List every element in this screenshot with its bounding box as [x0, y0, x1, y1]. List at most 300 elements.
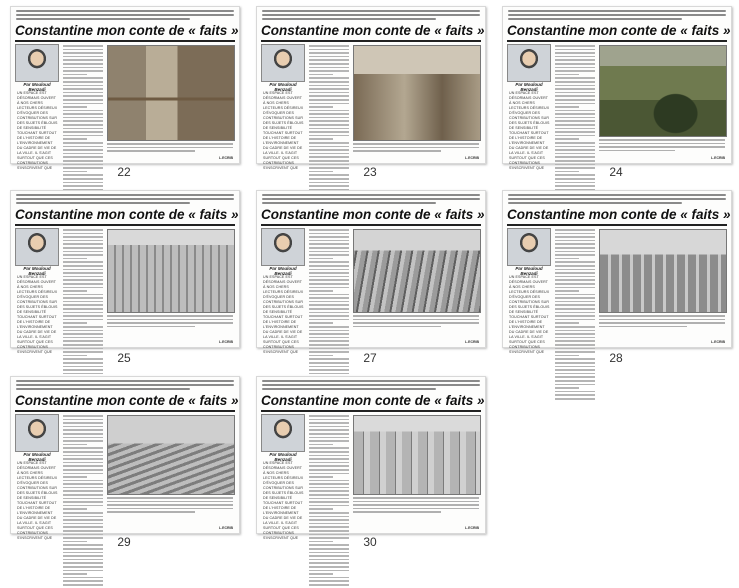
page-footer: L.ECRIB: [711, 340, 725, 344]
text-line: [555, 301, 595, 303]
text-line: [555, 366, 595, 368]
page-thumbnail[interactable]: [502, 190, 732, 354]
text-line: [309, 279, 349, 281]
text-line: [63, 106, 87, 108]
article-title: Constantine mon conte de « faits »: [507, 207, 731, 222]
text-line: [309, 99, 349, 101]
text-line: [309, 287, 349, 289]
text-line: [63, 279, 103, 281]
text-line: [63, 67, 103, 69]
text-line: [555, 319, 595, 321]
author-portrait: [261, 414, 305, 452]
text-line: [63, 276, 103, 278]
text-line: [555, 326, 595, 328]
text-line: [309, 473, 349, 475]
title-rule: [261, 410, 481, 412]
text-column: [309, 415, 349, 588]
text-line: [555, 52, 595, 54]
text-line: [63, 138, 87, 140]
page-number: 23: [363, 165, 377, 179]
text-line: [309, 337, 349, 339]
text-line: [555, 272, 595, 274]
intro-text: [262, 380, 480, 393]
text-line: [555, 308, 595, 310]
page-thumbnail[interactable]: [10, 6, 240, 170]
text-line: [63, 501, 103, 503]
text-line: [63, 283, 103, 285]
photo-caption: [107, 143, 233, 154]
text-line: [63, 110, 103, 112]
text-line: [309, 149, 349, 151]
text-line: [63, 85, 103, 87]
text-line: [63, 373, 103, 375]
photo-caption: [107, 315, 233, 329]
text-line: [63, 494, 103, 496]
text-line: [63, 265, 103, 267]
article-title: Constantine mon conte de « faits »: [507, 23, 731, 38]
page-thumbnail[interactable]: [502, 6, 732, 170]
text-line: [63, 272, 103, 274]
page-footer: L.ECRIB: [465, 340, 479, 344]
text-line: [63, 330, 103, 332]
text-line: [309, 95, 349, 97]
text-line: [309, 555, 349, 557]
text-line: [555, 258, 579, 260]
pull-quote: UN ESPACE EST DÉSORMAIS OUVERT À NOS CHERS LECTEURS DÉSIREUX D'ÉVOQUER DES CONTRIBUTIONS SUR DES SUJETS ÉBLOUIS DE SENSIBILITÉ TOUCHANT SURTOUT DE L'HISTOIRE DE L'ENVIRONNEMENT DU CADRE DE VIE DE LA VILLE. IL S'AGIT SURTOUT QUE CES CONTRIBUTIONS S'INSCRIVENT QUE: [17, 275, 58, 354]
text-line: [309, 229, 349, 231]
author-byline: Par Mouloud Benzadi: [269, 82, 297, 92]
text-line: [63, 483, 103, 485]
text-line: [555, 376, 595, 378]
text-line: [309, 70, 349, 72]
text-line: [309, 74, 333, 76]
text-line: [309, 103, 349, 105]
text-line: [63, 552, 103, 554]
article-photo: [353, 229, 481, 313]
author-byline: Par Mouloud Benzadi: [23, 82, 51, 92]
article-title: Constantine mon conte de « faits »: [261, 393, 485, 408]
text-line: [555, 294, 595, 296]
text-line: [309, 584, 349, 586]
text-line: [63, 153, 103, 155]
title-rule: [507, 224, 727, 226]
page-number: 30: [363, 535, 377, 549]
text-line: [309, 236, 349, 238]
text-line: [309, 333, 349, 335]
text-line: [555, 333, 595, 335]
text-line: [309, 469, 349, 471]
text-line: [63, 149, 103, 151]
text-line: [309, 340, 349, 342]
text-line: [555, 380, 595, 382]
text-line: [63, 344, 103, 346]
text-line: [309, 243, 349, 245]
text-line: [63, 95, 103, 97]
text-line: [63, 229, 103, 231]
text-line: [555, 88, 595, 90]
text-line: [309, 251, 349, 253]
text-line: [555, 182, 595, 184]
text-line: [309, 577, 349, 579]
text-line: [555, 160, 595, 162]
text-line: [309, 67, 349, 69]
text-line: [555, 113, 595, 115]
text-line: [309, 348, 349, 350]
text-line: [63, 480, 103, 482]
text-line: [309, 516, 349, 518]
text-line: [555, 59, 595, 61]
text-line: [63, 160, 103, 162]
text-line: [309, 59, 349, 61]
text-line: [63, 437, 103, 439]
text-line: [309, 315, 349, 317]
text-line: [63, 426, 103, 428]
page-thumbnail[interactable]: [256, 6, 486, 170]
text-line: [555, 74, 579, 76]
text-line: [63, 185, 103, 187]
text-line: [63, 261, 103, 263]
text-line: [63, 422, 103, 424]
text-line: [63, 505, 103, 507]
text-line: [555, 369, 595, 371]
text-line: [63, 243, 103, 245]
page-number: 28: [609, 351, 623, 365]
text-line: [63, 113, 103, 115]
text-line: [309, 77, 349, 79]
title-rule: [15, 410, 235, 412]
text-line: [555, 398, 595, 400]
text-line: [555, 387, 579, 389]
text-line: [309, 422, 349, 424]
text-line: [555, 337, 595, 339]
pull-quote: UN ESPACE EST DÉSORMAIS OUVERT À NOS CHERS LECTEURS DÉSIREUX D'ÉVOQUER DES CONTRIBUTIONS SUR DES SUJETS ÉBLOUIS DE SENSIBILITÉ TOUCHANT SURTOUT DE L'HISTOIRE DE L'ENVIRONNEMENT DU CADRE DE VIE DE LA VILLE. IL S'AGIT SURTOUT QUE CES CONTRIBUTIONS S'INSCRIVENT QUE: [509, 91, 550, 170]
text-line: [63, 45, 103, 47]
text-line: [309, 261, 349, 263]
text-line: [309, 562, 349, 564]
text-line: [63, 444, 87, 446]
text-line: [555, 103, 595, 105]
text-line: [63, 88, 103, 90]
text-line: [63, 308, 103, 310]
text-column: [63, 415, 103, 588]
text-line: [555, 45, 595, 47]
text-line: [555, 81, 595, 83]
text-line: [63, 81, 103, 83]
text-line: [309, 559, 349, 561]
intro-text: [262, 194, 480, 207]
page-thumbnail[interactable]: [10, 190, 240, 354]
text-line: [63, 519, 103, 521]
text-line: [63, 512, 103, 514]
text-line: [309, 566, 349, 568]
text-line: [63, 236, 103, 238]
text-line: [309, 81, 349, 83]
text-line: [309, 182, 349, 184]
author-byline: Par Mouloud Benzadi: [269, 452, 297, 462]
text-line: [555, 229, 595, 231]
text-line: [309, 113, 349, 115]
text-line: [63, 419, 103, 421]
text-line: [309, 512, 349, 514]
text-line: [63, 498, 103, 500]
text-line: [63, 369, 103, 371]
text-line: [309, 462, 349, 464]
text-line: [555, 49, 595, 51]
page-number: 24: [609, 165, 623, 179]
pull-quote: UN ESPACE EST DÉSORMAIS OUVERT À NOS CHERS LECTEURS DÉSIREUX D'ÉVOQUER DES CONTRIBUTIONS SUR DES SUJETS ÉBLOUIS DE SENSIBILITÉ TOUCHANT SURTOUT DE L'HISTOIRE DE L'ENVIRONNEMENT DU CADRE DE VIE DE LA VILLE. IL S'AGIT SURTOUT QUE CES CONTRIBUTIONS S'INSCRIVENT QUE: [509, 275, 550, 354]
text-line: [63, 301, 103, 303]
text-line: [63, 469, 103, 471]
page-footer: L.ECRIB: [465, 526, 479, 530]
text-line: [555, 85, 595, 87]
text-line: [309, 131, 349, 133]
pull-quote: UN ESPACE EST DÉSORMAIS OUVERT À NOS CHERS LECTEURS DÉSIREUX D'ÉVOQUER DES CONTRIBUTIONS SUR DES SUJETS ÉBLOUIS DE SENSIBILITÉ TOUCHANT SURTOUT DE L'HISTOIRE DE L'ENVIRONNEMENT DU CADRE DE VIE DE LA VILLE. IL S'AGIT SURTOUT QUE CES CONTRIBUTIONS S'INSCRIVENT QUE: [17, 91, 58, 170]
text-line: [63, 312, 103, 314]
text-line: [555, 120, 595, 122]
text-line: [63, 63, 103, 65]
text-line: [63, 555, 103, 557]
text-line: [555, 56, 595, 58]
text-line: [309, 88, 349, 90]
text-line: [555, 297, 595, 299]
article-photo: [107, 415, 235, 495]
text-line: [63, 523, 103, 525]
text-line: [309, 63, 349, 65]
text-line: [555, 384, 595, 386]
text-line: [63, 135, 103, 137]
text-line: [309, 366, 349, 368]
text-line: [309, 440, 349, 442]
text-line: [309, 480, 349, 482]
text-line: [555, 233, 595, 235]
author-portrait: [507, 44, 551, 82]
text-line: [309, 580, 349, 582]
text-line: [63, 92, 103, 94]
text-line: [309, 110, 349, 112]
text-line: [63, 290, 87, 292]
pull-quote: UN ESPACE EST DÉSORMAIS OUVERT À NOS CHERS LECTEURS DÉSIREUX D'ÉVOQUER DES CONTRIBUTIONS SUR DES SUJETS ÉBLOUIS DE SENSIBILITÉ TOUCHANT SURTOUT DE L'HISTOIRE DE L'ENVIRONNEMENT DU CADRE DE VIE DE LA VILLE. IL S'AGIT SURTOUT QUE CES CONTRIBUTIONS S'INSCRIVENT QUE: [263, 275, 304, 354]
text-line: [309, 135, 349, 137]
photo-caption: [599, 139, 725, 153]
text-line: [309, 465, 349, 467]
text-line: [309, 85, 349, 87]
article-title: Constantine mon conte de « faits »: [261, 207, 485, 222]
text-line: [309, 92, 349, 94]
text-line: [63, 340, 103, 342]
text-line: [63, 526, 103, 528]
text-line: [309, 146, 349, 148]
text-line: [309, 505, 349, 507]
text-line: [309, 483, 349, 485]
text-line: [555, 156, 595, 158]
text-line: [63, 128, 103, 130]
text-line: [309, 552, 349, 554]
text-line: [63, 99, 103, 101]
text-line: [309, 530, 349, 532]
text-line: [63, 415, 103, 417]
text-line: [63, 366, 103, 368]
article-photo: [353, 415, 481, 495]
text-line: [309, 312, 349, 314]
text-line: [555, 240, 595, 242]
page-footer: L.ECRIB: [465, 156, 479, 160]
text-line: [555, 99, 595, 101]
text-line: [63, 287, 103, 289]
article-title: Constantine mon conte de « faits »: [261, 23, 485, 38]
text-line: [63, 433, 103, 435]
photo-caption: [353, 315, 479, 329]
text-line: [63, 508, 87, 510]
article-photo: [107, 45, 235, 141]
author-byline: Par Mouloud Benzadi: [23, 266, 51, 276]
text-line: [309, 290, 333, 292]
text-line: [555, 251, 595, 253]
text-line: [63, 566, 103, 568]
text-line: [309, 455, 349, 457]
page-footer: L.ECRIB: [219, 526, 233, 530]
author-portrait: [261, 228, 305, 266]
page-thumbnail[interactable]: [256, 190, 486, 354]
text-line: [309, 476, 333, 478]
text-line: [63, 103, 103, 105]
text-line: [309, 322, 333, 324]
text-line: [555, 185, 595, 187]
text-line: [63, 487, 103, 489]
text-line: [63, 120, 103, 122]
text-line: [555, 344, 595, 346]
text-line: [309, 415, 349, 417]
pull-quote: UN ESPACE EST DÉSORMAIS OUVERT À NOS CHERS LECTEURS DÉSIREUX D'ÉVOQUER DES CONTRIBUTIONS SUR DES SUJETS ÉBLOUIS DE SENSIBILITÉ TOUCHANT SURTOUT DE L'HISTOIRE DE L'ENVIRONNEMENT DU CADRE DE VIE DE LA VILLE. IL S'AGIT SURTOUT QUE CES CONTRIBUTIONS S'INSCRIVENT QUE: [263, 91, 304, 170]
text-line: [555, 348, 595, 350]
text-line: [63, 462, 103, 464]
text-line: [555, 279, 595, 281]
intro-text: [16, 10, 234, 23]
text-line: [63, 447, 103, 449]
text-line: [63, 322, 87, 324]
text-line: [63, 74, 87, 76]
title-rule: [15, 40, 235, 42]
text-line: [63, 580, 103, 582]
text-line: [555, 70, 595, 72]
text-line: [555, 373, 595, 375]
text-line: [63, 490, 103, 492]
text-line: [63, 59, 103, 61]
text-line: [63, 333, 103, 335]
text-line: [309, 437, 349, 439]
text-line: [555, 276, 595, 278]
text-line: [63, 465, 103, 467]
text-line: [63, 269, 103, 271]
author-byline: Par Mouloud Benzadi: [515, 266, 543, 276]
text-line: [63, 146, 103, 148]
text-line: [555, 77, 595, 79]
page-footer: L.ECRIB: [711, 156, 725, 160]
page-thumbnail[interactable]: [10, 376, 240, 540]
text-line: [309, 45, 349, 47]
intro-text: [508, 194, 726, 207]
text-line: [309, 106, 333, 108]
text-line: [555, 67, 595, 69]
text-line: [63, 254, 103, 256]
text-line: [309, 573, 333, 575]
text-line: [309, 494, 349, 496]
title-rule: [261, 224, 481, 226]
text-line: [309, 49, 349, 51]
title-rule: [507, 40, 727, 42]
text-line: [309, 373, 349, 375]
text-line: [309, 433, 349, 435]
text-line: [309, 276, 349, 278]
text-line: [555, 269, 595, 271]
text-line: [63, 297, 103, 299]
text-line: [309, 344, 349, 346]
text-line: [63, 440, 103, 442]
text-line: [555, 394, 595, 396]
intro-text: [16, 194, 234, 207]
text-line: [309, 501, 349, 503]
author-portrait: [507, 228, 551, 266]
author-portrait: [261, 44, 305, 82]
page-number: 27: [363, 351, 377, 365]
page-thumbnail[interactable]: [256, 376, 486, 540]
text-line: [555, 261, 595, 263]
text-line: [309, 369, 349, 371]
intro-text: [16, 380, 234, 393]
text-line: [309, 519, 349, 521]
text-line: [555, 124, 595, 126]
photo-caption: [353, 497, 479, 515]
author-portrait: [15, 414, 59, 452]
text-line: [63, 570, 103, 572]
text-line: [309, 297, 349, 299]
text-line: [309, 429, 349, 431]
text-line: [309, 120, 349, 122]
text-line: [63, 319, 103, 321]
text-line: [555, 92, 595, 94]
text-line: [309, 498, 349, 500]
text-line: [63, 233, 103, 235]
text-line: [555, 131, 595, 133]
text-line: [63, 573, 87, 575]
text-line: [63, 348, 103, 350]
text-line: [63, 562, 103, 564]
text-line: [63, 77, 103, 79]
page-footer: L.ECRIB: [219, 340, 233, 344]
text-line: [309, 458, 349, 460]
text-line: [555, 110, 595, 112]
text-line: [309, 269, 349, 271]
pull-quote: UN ESPACE EST DÉSORMAIS OUVERT À NOS CHERS LECTEURS DÉSIREUX D'ÉVOQUER DES CONTRIBUTIONS SUR DES SUJETS ÉBLOUIS DE SENSIBILITÉ TOUCHANT SURTOUT DE L'HISTOIRE DE L'ENVIRONNEMENT DU CADRE DE VIE DE LA VILLE. IL S'AGIT SURTOUT QUE CES CONTRIBUTIONS S'INSCRIVENT QUE: [17, 461, 58, 540]
text-line: [63, 52, 103, 54]
author-portrait: [15, 228, 59, 266]
article-photo: [353, 45, 481, 141]
text-line: [555, 330, 595, 332]
text-line: [309, 128, 349, 130]
text-line: [555, 63, 595, 65]
text-line: [63, 258, 87, 260]
text-line: [555, 138, 579, 140]
text-line: [309, 508, 333, 510]
text-line: [309, 240, 349, 242]
text-line: [63, 294, 103, 296]
text-line: [555, 153, 595, 155]
text-line: [309, 156, 349, 158]
text-line: [309, 301, 349, 303]
text-line: [63, 240, 103, 242]
text-line: [309, 233, 349, 235]
title-rule: [261, 40, 481, 42]
text-line: [555, 106, 579, 108]
